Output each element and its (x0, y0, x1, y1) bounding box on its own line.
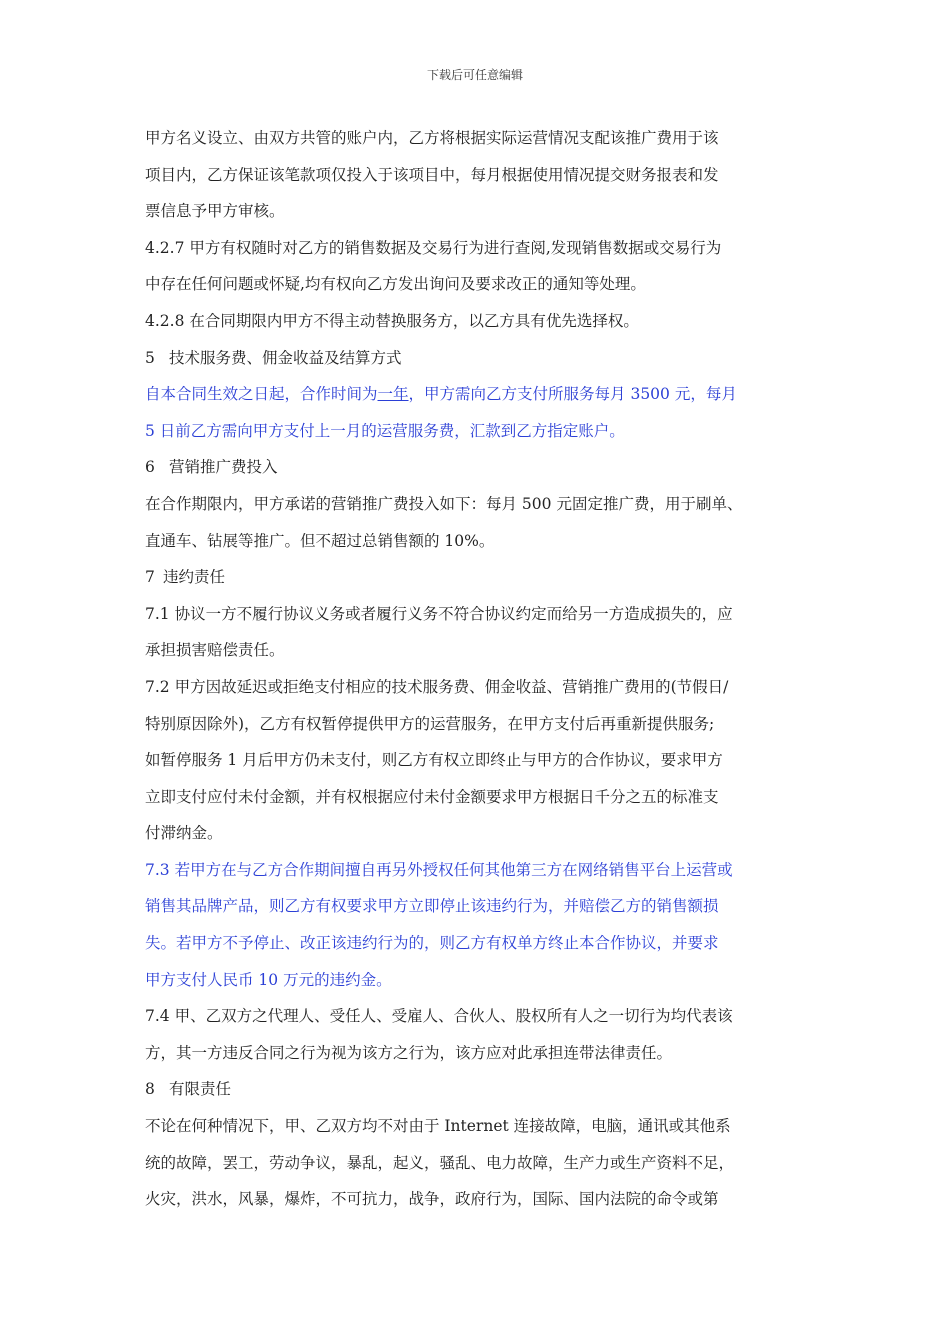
clause-7-1: 7.1 协议一方不履行协议义务或者履行义务不符合协议约定而给另一方造成损失的，应 (145, 604, 733, 623)
text-segment: 自本合同生效之日起，合作时间为 (145, 385, 378, 404)
underlined-term: 一年 (377, 385, 409, 404)
section-number: 6 (145, 458, 155, 477)
paragraph-line: 火灾，洪水，风暴，爆炸，不可抗力，战争，政府行为，国际、国内法院的命令或第 (145, 1190, 719, 1209)
paragraph-line: 中存在任何问题或怀疑,均有权向乙方发出询问及要求改正的通知等处理。 (145, 275, 646, 294)
section-title: 技术服务费、佣金收益及结算方式 (169, 348, 402, 367)
section-number: 5 (145, 348, 155, 367)
paragraph-line: 特别原因除外)，乙方有权暂停提供甲方的运营服务，在甲方支付后再重新提供服务; (145, 714, 715, 733)
clause-7-4: 7.4 甲、乙双方之代理人、受任人、受雇人、合伙人、股权所有人之一切行为均代表该 (145, 1007, 733, 1026)
paragraph-line: 方，其一方违反合同之行为视为该方之行为，该方应对此承担连带法律责任。 (145, 1043, 673, 1062)
section-heading-8 (145, 1071, 825, 1108)
document-body (145, 120, 825, 1218)
section-title: 违约责任 (163, 568, 226, 587)
paragraph-line: 不论在何种情况下，甲、乙双方均不对由于 Internet 连接故障，电脑，通讯或其他系 (145, 1117, 731, 1136)
page-header: 下载后可任意编辑 (426, 68, 523, 82)
paragraph-line: 甲方名义设立、由双方共管的账户内，乙方将根据实际运营情况支配该推广费用于该 (145, 129, 719, 147)
paragraph-line: 统的故障，罢工，劳动争议，暴乱，起义，骚乱、电力故障，生产力或生产资料不足， (145, 1153, 735, 1172)
paragraph-line: 项目内，乙方保证该笔款项仅投入于该项目中，每月根据使用情况提交财务报表和发 (145, 165, 719, 184)
paragraph-line: 直通车、钻展等推广。但不超过总销售额的 10%。 (145, 531, 495, 550)
section-title: 营销推广费投入 (169, 458, 278, 477)
clause-7-2: 7.2 甲方因故延迟或拒绝支付相应的技术服务费、佣金收益、营销推广费用的(节假日/ (145, 677, 729, 696)
highlighted-line: 5 日前乙方需向甲方支付上一月的运营服务费，汇款到乙方指定账户。 (145, 421, 625, 440)
section-heading-7 (145, 559, 825, 596)
highlighted-line (145, 376, 825, 413)
clause-4-2-7: 4.2.7 甲方有权随时对乙方的销售数据及交易行为进行查阅,发现销售数据或交易行为 (145, 238, 722, 257)
paragraph-line: 付滞纳金。 (145, 824, 223, 843)
section-number: 7 (145, 568, 155, 587)
paragraph-line: 在合作期限内，甲方承诺的营销推广费投入如下：每月 500 元固定推广费，用于刷单、 (145, 494, 743, 513)
clause-7-3-highlighted: 7.3 若甲方在与乙方合作期间擅自再另外授权任何其他第三方在网络销售平台上运营或 (145, 860, 733, 879)
section-number: 8 (145, 1080, 155, 1099)
paragraph-line: 如暂停服务 1 月后甲方仍未支付，则乙方有权立即终止与甲方的合作协议，要求甲方 (145, 751, 723, 770)
section-title: 有限责任 (169, 1080, 232, 1099)
section-heading-5 (145, 340, 825, 377)
clause-4-2-8: 4.2.8 在合同期限内甲方不得主动替换服务方，以乙方具有优先选择权。 (145, 311, 639, 330)
paragraph-line: 承担损害赔偿责任。 (145, 641, 285, 660)
highlighted-line: 失。若甲方不予停止、改正该违约行为的，则乙方有权单方终止本合作协议，并要求 (145, 934, 719, 953)
text-segment: ，甲方需向乙方支付所服务每月 3500 元，每月 (408, 385, 737, 404)
highlighted-line: 销售其品牌产品，则乙方有权要求甲方立即停止该违约行为，并赔偿乙方的销售额损 (145, 897, 719, 916)
highlighted-line: 甲方支付人民币 10 万元的违约金。 (145, 970, 392, 989)
section-heading-6 (145, 449, 825, 486)
paragraph-line: 票信息予甲方审核。 (145, 202, 285, 221)
paragraph-line: 立即支付应付未付金额，并有权根据应付未付金额要求甲方根据日千分之五的标准支 (145, 787, 719, 806)
